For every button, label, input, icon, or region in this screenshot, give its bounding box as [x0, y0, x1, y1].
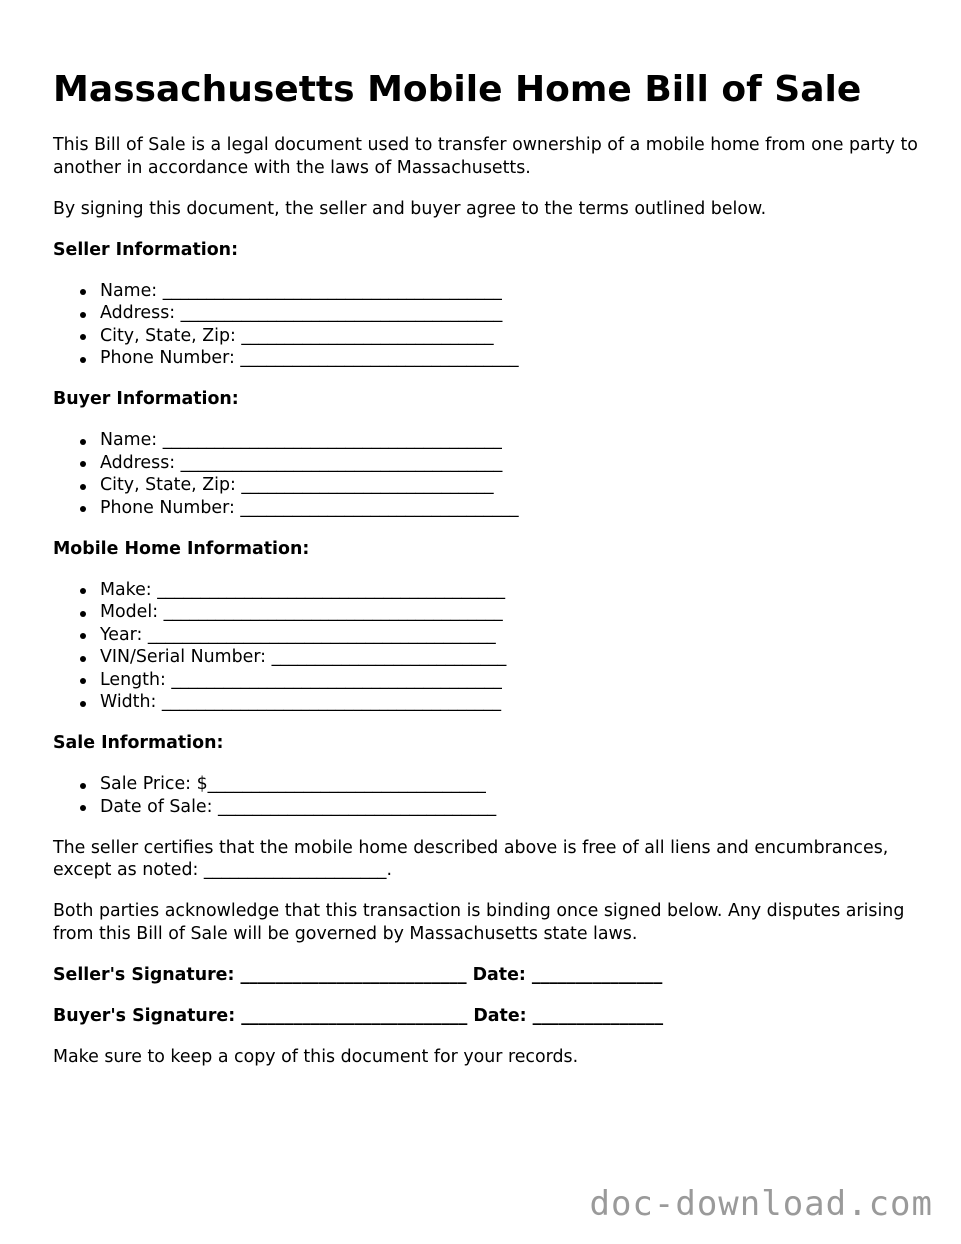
agreement-paragraph: By signing this document, the seller and buyer agree to the terms outlined below. — [53, 198, 767, 219]
intro-paragraph: This Bill of Sale is a legal document used to transfer ownership of a mobile home from one party to another in accordance with the laws of Massachusetts. — [53, 135, 918, 178]
binding-paragraph: Both parties acknowledge that this transaction is binding once signed below. Any disputes arising from this Bill of Sale will be governed by Massachusetts state laws. — [53, 901, 905, 944]
seller-signature-line: Seller's Signature: __________________________ Date: _______________ — [53, 964, 663, 985]
bullet-icon — [80, 506, 86, 512]
bullet-icon — [80, 805, 86, 811]
seller-name-field: Name: _______________________________________ — [100, 280, 923, 303]
seller-city-field: City, State, Zip: _____________________________ — [100, 325, 923, 348]
sale-list — [53, 773, 923, 818]
home-year-field: Year: ________________________________________ — [100, 624, 923, 647]
bullet-icon — [80, 678, 86, 684]
buyer-signature-line: Buyer's Signature: __________________________ Date: _______________ — [53, 1005, 664, 1026]
home-heading: Mobile Home Information: — [53, 538, 310, 559]
document-page — [53, 64, 923, 1087]
bullet-icon — [80, 783, 86, 789]
bullet-icon — [80, 461, 86, 467]
bullet-icon — [80, 484, 86, 490]
bullet-icon — [80, 334, 86, 340]
home-model-field: Model: _______________________________________ — [100, 601, 923, 624]
home-vin-field: VIN/Serial Number: ___________________________ — [100, 646, 923, 669]
seller-heading: Seller Information: — [53, 239, 239, 260]
home-width-field: Width: _______________________________________ — [100, 691, 923, 714]
bullet-icon — [80, 312, 86, 318]
bullet-icon — [80, 633, 86, 639]
seller-list — [53, 280, 923, 370]
page-title: Massachusetts Mobile Home Bill of Sale — [53, 69, 862, 110]
buyer-list — [53, 429, 923, 519]
bullet-icon — [80, 656, 86, 662]
buyer-address-field: Address: _____________________________________ — [100, 452, 923, 475]
sale-heading: Sale Information: — [53, 733, 224, 753]
buyer-heading: Buyer Information: — [53, 389, 239, 409]
buyer-name-field: Name: _______________________________________ — [100, 429, 923, 452]
closing-note: Make sure to keep a copy of this document for your records. — [53, 1046, 579, 1067]
sale-price-field: Sale Price: $________________________________ — [100, 773, 923, 796]
bullet-icon — [80, 701, 86, 707]
bullet-icon — [80, 588, 86, 594]
home-length-field: Length: ______________________________________ — [100, 669, 923, 692]
seller-phone-field: Phone Number: ________________________________ — [100, 347, 923, 370]
bullet-icon — [80, 439, 86, 445]
home-make-field: Make: ________________________________________ — [100, 579, 923, 602]
bullet-icon — [80, 611, 86, 617]
watermark: doc-download.com — [589, 1184, 933, 1224]
buyer-phone-field: Phone Number: ________________________________ — [100, 497, 923, 520]
seller-address-field: Address: _____________________________________ — [100, 302, 923, 325]
liens-paragraph: The seller certifies that the mobile home described above is free of all liens and encumbrances, except as noted: _____________________. — [53, 837, 889, 880]
bullet-icon — [80, 289, 86, 295]
sale-date-field: Date of Sale: ________________________________ — [100, 796, 923, 819]
bullet-icon — [80, 357, 86, 363]
buyer-city-field: City, State, Zip: _____________________________ — [100, 474, 923, 497]
home-list — [53, 579, 923, 714]
